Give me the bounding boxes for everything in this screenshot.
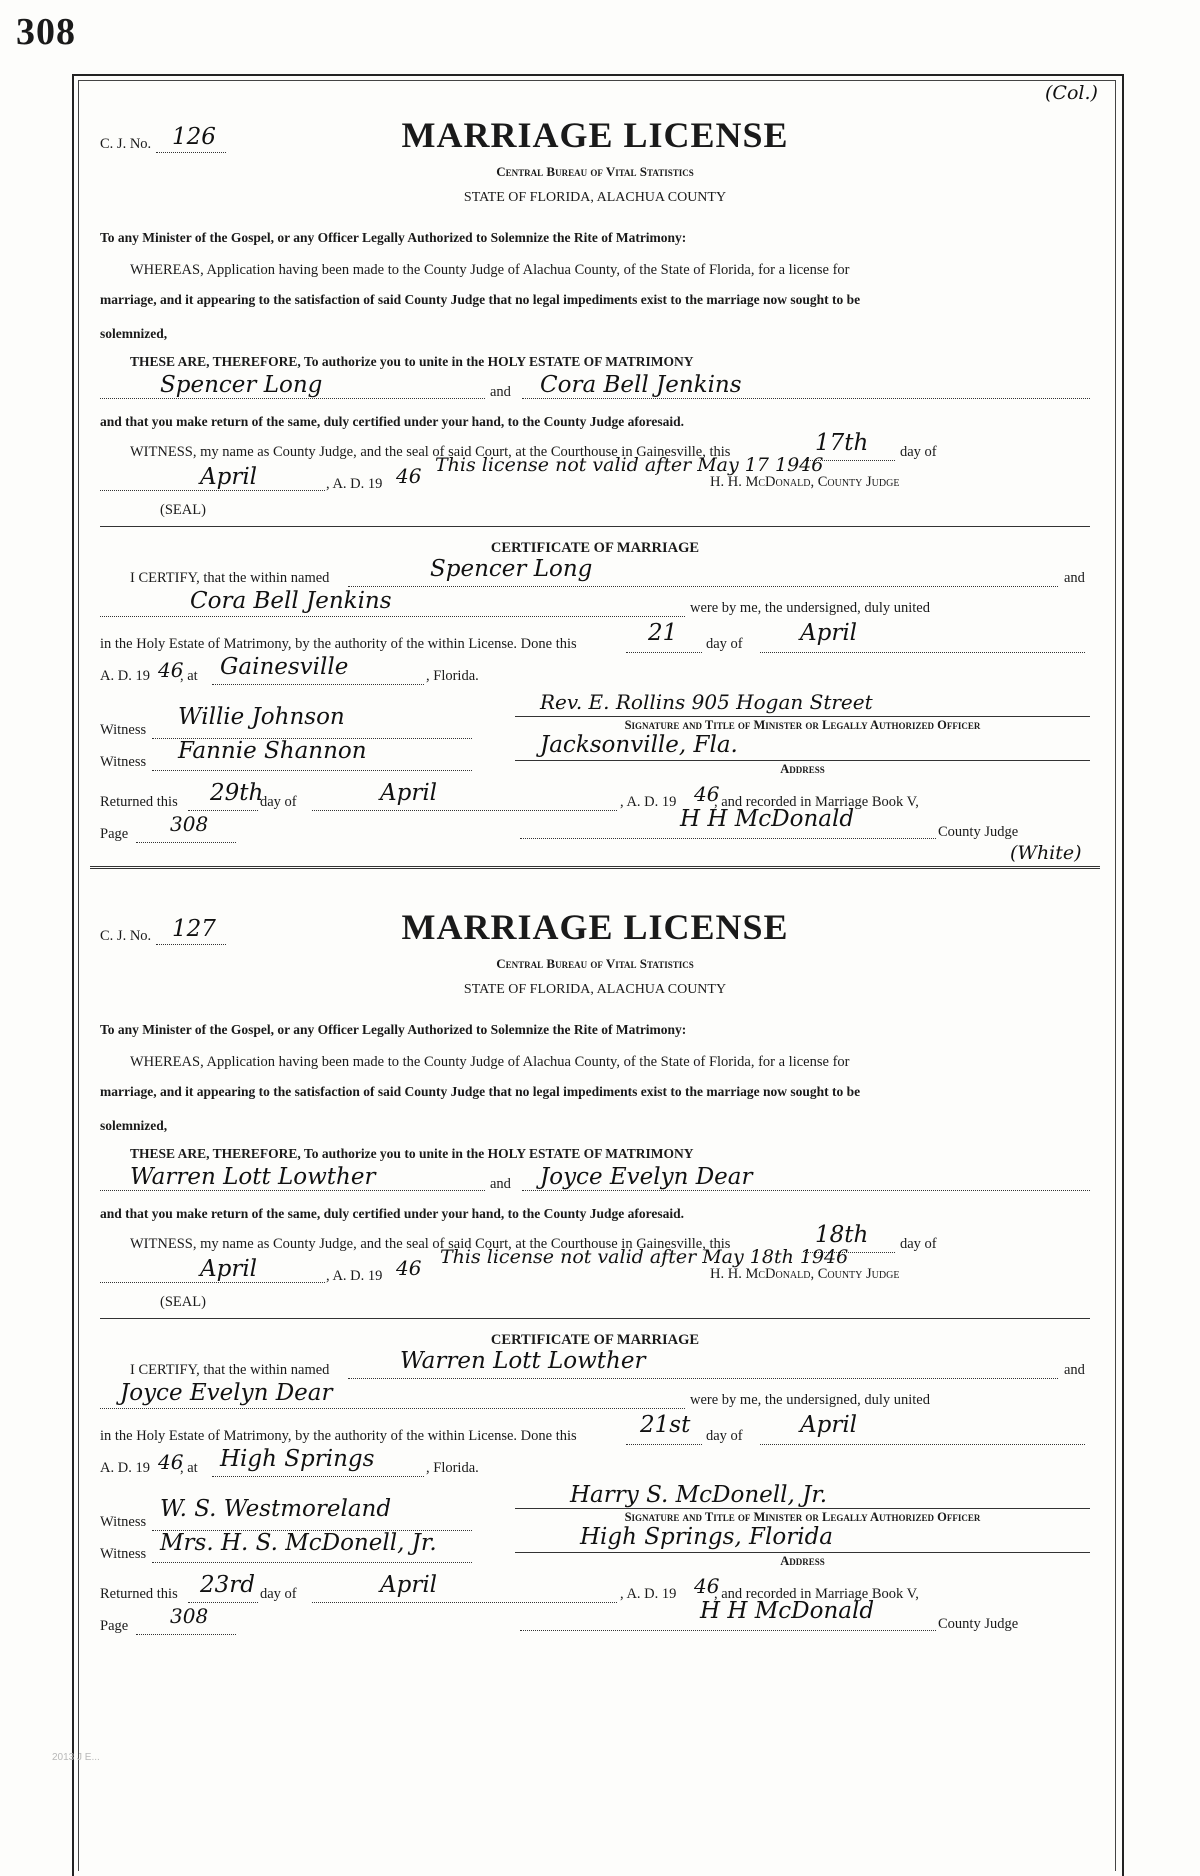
place-dots <box>212 684 424 685</box>
minister-line <box>515 1508 1090 1509</box>
done-day: 21st <box>640 1412 691 1438</box>
cert-groom-dots <box>348 1378 1058 1379</box>
license-month-dots <box>100 490 325 491</box>
county-judge-label: County Judge <box>938 1616 1019 1632</box>
ad-label: , A. D. 19 <box>326 476 383 492</box>
whereas-line-1: WHEREAS, Application having been made to the County Judge of Alachua County, of the State of Florida, for a license for <box>130 262 850 278</box>
cj-number: 126 <box>172 124 216 150</box>
license-year: 46 <box>396 464 422 488</box>
bride-name: Joyce Evelyn Dear <box>540 1164 753 1190</box>
witness2-name: Mrs. H. S. McDonell, Jr. <box>160 1530 437 1556</box>
united-label: were by me, the undersigned, duly united <box>690 600 930 616</box>
done-year: 46 <box>158 1450 184 1474</box>
recorded-label: , and recorded in Marriage Book V, <box>714 1586 919 1602</box>
recorded-label: , and recorded in Marriage Book V, <box>714 794 919 810</box>
returned-month: April <box>380 1572 438 1598</box>
returned-day-of-label: day of <box>260 1586 297 1602</box>
cj-label: C. J. No. <box>100 928 152 944</box>
section-divider <box>100 1318 1090 1319</box>
florida-label: , Florida. <box>426 668 479 684</box>
place: High Springs <box>220 1446 375 1472</box>
judge-signature-dots <box>520 838 936 839</box>
returned-month: April <box>380 780 438 806</box>
witness1-label: Witness <box>100 722 147 738</box>
return-line: and that you make return of the same, duly certified under your hand, to the County Judge aforesaid. <box>100 1206 685 1221</box>
page-dots <box>136 1634 236 1635</box>
ad2-label: A. D. 19 <box>100 1460 150 1476</box>
done-day-of-label: day of <box>706 636 743 652</box>
cert-and-label: and <box>1064 570 1085 586</box>
seal-label: (SEAL) <box>160 1294 206 1310</box>
judge-signature-dots <box>520 1630 936 1631</box>
page-dots <box>136 842 236 843</box>
validity-note: This license not valid after May 18th 1946 <box>440 1246 849 1268</box>
cert-bride-name: Joyce Evelyn Dear <box>120 1380 333 1406</box>
witness-line: WITNESS, my name as County Judge, and the seal of said Court, at the Courthouse in Gainesville, this <box>130 1236 731 1252</box>
cert-groom-name: Spencer Long <box>430 556 593 582</box>
place-dots <box>212 1476 424 1477</box>
license-day: 17th <box>815 430 869 456</box>
minister-line <box>515 716 1090 717</box>
cert-and-label: and <box>1064 1362 1085 1378</box>
certify-label: I CERTIFY, that the within named <box>130 570 330 586</box>
therefore-line: THESE ARE, THEREFORE, To authorize you to unite in the HOLY ESTATE OF MATRIMONY <box>130 354 694 369</box>
page-label: Page <box>100 826 129 842</box>
witness1-label: Witness <box>100 1514 147 1530</box>
license-separator <box>90 866 1100 871</box>
cj-number: 127 <box>172 916 216 942</box>
groom-name: Warren Lott Lowther <box>130 1164 376 1190</box>
record-page: 308 <box>170 812 209 836</box>
returned-year: 46 <box>694 782 720 806</box>
judge-signature: H H McDonald <box>680 806 855 832</box>
done-day-of-label: day of <box>706 1428 743 1444</box>
florida-label: , Florida. <box>426 1460 479 1476</box>
witness-line: WITNESS, my name as County Judge, and the seal of said Court, at the Courthouse in Gainesville, this <box>130 444 731 460</box>
returned-day-dots <box>188 810 258 811</box>
returned-day: 23rd <box>200 1572 255 1598</box>
minister-signature: Rev. E. Rollins 905 Hogan Street <box>540 690 873 714</box>
license-title: MARRIAGE LICENSE <box>401 115 789 155</box>
judge-printed-signature: H. H. McDonald, County Judge <box>710 1266 900 1282</box>
minister-title: Signature and Title of Minister or Legally Authorized Officer <box>624 1510 981 1524</box>
return-line: and that you make return of the same, duly certified under your hand, to the County Judge aforesaid. <box>100 414 685 429</box>
witness2-dots <box>152 770 472 771</box>
day-of-label: day of <box>900 444 937 460</box>
bureau-name: Central Bureau of Vital Statistics <box>496 956 694 971</box>
day-of-label: day of <box>900 1236 937 1252</box>
address-line: To any Minister of the Gospel, or any Officer Legally Authorized to Solemnize the Rite of Matrimony: <box>100 1022 687 1037</box>
address-line-rule <box>515 760 1090 761</box>
cert-bride-dots <box>100 616 685 617</box>
judge-printed-signature: H. H. McDonald, County Judge <box>710 474 900 490</box>
page-label: Page <box>100 1618 129 1634</box>
whereas-line-2: marriage, and it appearing to the satisfaction of said County Judge that no legal impediments exist to the marriage now sought to be <box>100 1084 861 1099</box>
judge-signature: H H McDonald <box>700 1598 875 1624</box>
seal-label: (SEAL) <box>160 502 206 518</box>
holy-estate-label: in the Holy Estate of Matrimony, by the authority of the within License. Done this <box>100 1428 577 1444</box>
done-day-dots <box>626 1444 702 1445</box>
license-year: 46 <box>396 1256 422 1280</box>
class-note: (White) <box>1010 842 1082 864</box>
bride-dots <box>522 1190 1090 1191</box>
and-label: and <box>490 1176 511 1192</box>
done-day: 21 <box>648 620 678 646</box>
whereas-line-1: WHEREAS, Application having been made to the County Judge of Alachua County, of the State of Florida, for a license for <box>130 1054 850 1070</box>
therefore-line: THESE ARE, THEREFORE, To authorize you to unite in the HOLY ESTATE OF MATRIMONY <box>130 1146 694 1161</box>
bride-name: Cora Bell Jenkins <box>540 372 742 398</box>
record-page: 308 <box>170 1604 209 1628</box>
groom-dots <box>100 1190 485 1191</box>
done-month-dots <box>760 1444 1085 1445</box>
minister-title: Signature and Title of Minister or Legally Authorized Officer <box>624 718 981 732</box>
minister-address: High Springs, Florida <box>580 1524 833 1550</box>
done-month-dots <box>760 652 1085 653</box>
returned-day: 29th <box>210 780 264 806</box>
license-month: April <box>200 464 258 490</box>
returned-day-dots <box>188 1602 258 1603</box>
whereas-line-2: marriage, and it appearing to the satisfaction of said County Judge that no legal impediments exist to the marriage now sought to be <box>100 292 861 307</box>
place: Gainesville <box>220 654 349 680</box>
done-year: 46 <box>158 658 184 682</box>
and-label: and <box>490 384 511 400</box>
returned-month-dots <box>312 1602 617 1603</box>
cert-bride-name: Cora Bell Jenkins <box>190 588 392 614</box>
done-month: April <box>800 620 858 646</box>
bureau-name: Central Bureau of Vital Statistics <box>496 164 694 179</box>
at-label: , at <box>180 1460 198 1476</box>
validity-note: This license not valid after May 17 1946 <box>435 454 824 476</box>
returned-ad-label: , A. D. 19 <box>620 794 677 810</box>
certificate-title: CERTIFICATE OF MARRIAGE <box>490 540 700 556</box>
returned-label: Returned this <box>100 794 178 810</box>
witness1-name: Willie Johnson <box>178 704 345 730</box>
page-number: 308 <box>16 11 76 53</box>
ad-label: , A. D. 19 <box>326 1268 383 1284</box>
witness1-name: W. S. Westmoreland <box>160 1496 392 1522</box>
license-month: April <box>200 1256 258 1282</box>
address-line: To any Minister of the Gospel, or any Officer Legally Authorized to Solemnize the Rite of Matrimony: <box>100 230 687 245</box>
at-label: , at <box>180 668 198 684</box>
returned-year: 46 <box>694 1574 720 1598</box>
whereas-line-3: solemnized, <box>100 326 168 341</box>
ad2-label: A. D. 19 <box>100 668 150 684</box>
county-judge-label: County Judge <box>938 824 1019 840</box>
license-title: MARRIAGE LICENSE <box>401 907 789 947</box>
address-label: Address <box>780 1554 825 1568</box>
certificate-title: CERTIFICATE OF MARRIAGE <box>490 1332 700 1348</box>
cert-bride-dots <box>100 1408 685 1409</box>
minister-address: Jacksonville, Fla. <box>540 732 738 758</box>
state-county: STATE OF FLORIDA, ALACHUA COUNTY <box>463 190 727 205</box>
class-note: (Col.) <box>1045 82 1098 104</box>
done-day-dots <box>626 652 702 653</box>
state-county: STATE OF FLORIDA, ALACHUA COUNTY <box>463 982 727 997</box>
section-divider <box>100 526 1090 527</box>
license-day: 18th <box>815 1222 869 1248</box>
groom-name: Spencer Long <box>160 372 323 398</box>
returned-day-of-label: day of <box>260 794 297 810</box>
license-month-dots <box>100 1282 325 1283</box>
returned-month-dots <box>312 810 617 811</box>
witness2-label: Witness <box>100 1546 147 1562</box>
bride-dots <box>522 398 1090 399</box>
groom-dots <box>100 398 485 399</box>
witness2-dots <box>152 1562 472 1563</box>
cert-groom-name: Warren Lott Lowther <box>400 1348 646 1374</box>
address-line-rule <box>515 1552 1090 1553</box>
whereas-line-3: solemnized, <box>100 1118 168 1133</box>
returned-ad-label: , A. D. 19 <box>620 1586 677 1602</box>
returned-label: Returned this <box>100 1586 178 1602</box>
cert-groom-dots <box>348 586 1058 587</box>
witness2-label: Witness <box>100 754 147 770</box>
done-month: April <box>800 1412 858 1438</box>
cj-label: C. J. No. <box>100 136 152 152</box>
witness2-name: Fannie Shannon <box>178 738 367 764</box>
watermark: 2013 J E... <box>52 1752 100 1763</box>
certify-label: I CERTIFY, that the within named <box>130 1362 330 1378</box>
minister-signature: Harry S. McDonell, Jr. <box>570 1482 828 1508</box>
holy-estate-label: in the Holy Estate of Matrimony, by the authority of the within License. Done this <box>100 636 577 652</box>
address-label: Address <box>780 762 825 776</box>
united-label: were by me, the undersigned, duly united <box>690 1392 930 1408</box>
